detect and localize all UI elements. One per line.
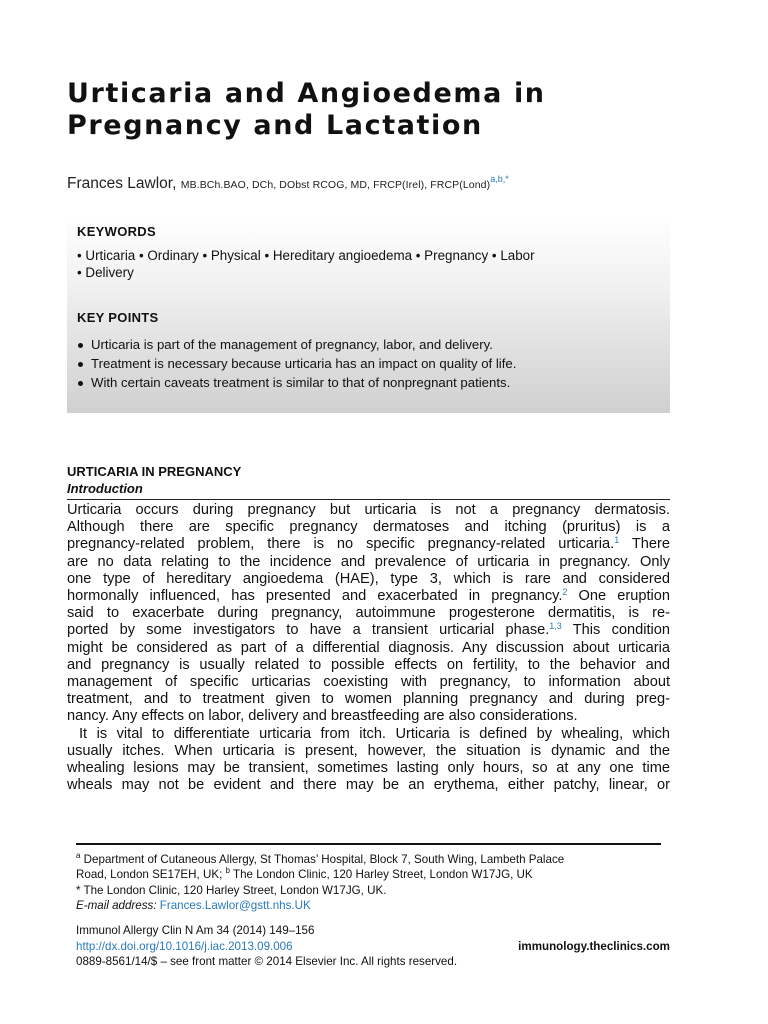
body-line: It is vital to differentiate urticaria from itch. Urticaria is defined by whealing, which <box>79 725 670 742</box>
author-line <box>67 174 509 193</box>
affiliation-b-text: The London Clinic, 120 Harley Street, London W17JG, UK <box>229 868 533 882</box>
footnotes <box>76 852 676 913</box>
body-line: said to exacerbate during pregnancy, autoimmune progesterone dermatitis, is re- <box>67 605 670 622</box>
key-point-item: Treatment is necessary because urticaria has an impact on quality of life. <box>77 354 662 373</box>
reference-link[interactable]: 2 <box>562 587 568 598</box>
doi-line <box>76 939 670 955</box>
body-line: treatment, and to treatment given to women planning pregnancy and during preg- <box>67 691 670 708</box>
affiliation-a-text-2: Road, London SE17EH, UK; <box>76 868 226 882</box>
email-label: E-mail address: <box>76 898 157 912</box>
body-line: Urticaria occurs during pregnancy but urticaria is not a pregnancy dermatosis. <box>67 502 670 518</box>
body-text-run: ported by some investigators to have a transient urticarial phase. <box>67 622 550 639</box>
keywords-line-1: • Urticaria • Ordinary • Physical • Hereditary angioedema • Pregnancy • Labor <box>77 248 535 263</box>
body-line <box>67 588 670 605</box>
subsection-heading: Introduction <box>67 481 143 496</box>
body-line <box>67 536 670 553</box>
reference-link[interactable]: 1,3 <box>549 621 562 632</box>
author-credentials: MB.BCh.BAO, DCh, DObst RCOG, MD, FRCP(Irel), FRCP(Lond) <box>180 179 491 191</box>
body-line: are no data relating to the incidence and prevalence of urticaria in pregnancy. Only <box>67 553 670 570</box>
body-line: usually itches. When urticaria is present, however, the situation is dynamic and the <box>67 742 670 759</box>
copyright-line: 0889-8561/14/$ – see front matter © 2014 Elsevier Inc. All rights reserved. <box>76 955 458 968</box>
body-line: management of specific urticarias coexisting with pregnancy, to information about <box>67 674 670 691</box>
body-text-run: One eruption <box>567 588 670 605</box>
affiliation-a-text: Department of Cutaneous Allergy, St Thomas’ Hospital, Block 7, South Wing, Lambeth Palace <box>80 853 565 866</box>
body-line: whealing lesions may be transient, sometimes lasting only hours, so at any one time <box>67 760 670 777</box>
body-line: nancy. Any effects on labor, delivery and breastfeeding are also considerations. <box>67 708 578 725</box>
email-link[interactable]: Frances.Lawlor@gstt.nhs.UK <box>159 898 311 912</box>
body-text-run: There <box>619 536 670 553</box>
keywords-line-2: • Delivery <box>77 265 134 280</box>
body-line <box>67 622 670 639</box>
corresponding-author: * The London Clinic, 120 Harley Street, London W17JG, UK. <box>76 883 387 897</box>
affiliation-a-line-1 <box>76 852 676 867</box>
doi-link[interactable]: http://dx.doi.org/10.1016/j.iac.2013.09.006 <box>76 939 293 953</box>
section-heading: URTICARIA IN PREGNANCY <box>67 464 242 479</box>
journal-citation: Immunol Allergy Clin N Am 34 (2014) 149–156 <box>76 924 315 937</box>
body-text-run: This condition <box>561 622 670 639</box>
body-line: and pregnancy is usually related to possible effects on fertility, to the behavior and <box>67 656 670 673</box>
article-title <box>67 78 707 142</box>
body-text-run: pregnancy-related problem, there is no specific pregnancy-related urticaria. <box>67 536 615 553</box>
footnote-rule <box>76 843 661 845</box>
affiliation-mark-a: a <box>76 851 81 860</box>
body-line: Although there are specific pregnancy dermatoses and itching (pruritus) is a <box>67 519 670 536</box>
title-line-1: Urticaria and Angioedema in <box>67 78 546 109</box>
keywords-keypoints-box <box>67 215 670 413</box>
body-line: one type of hereditary angioedema (HAE), type 3, which is rare and considered <box>67 570 670 587</box>
keywords-heading: KEYWORDS <box>77 224 156 239</box>
affiliation-a-line-2 <box>76 867 676 882</box>
journal-website[interactable]: immunology.theclinics.com <box>518 939 670 953</box>
section-rule <box>67 499 670 500</box>
email-line <box>76 898 676 913</box>
keywords-list <box>77 247 657 281</box>
author-affiliation-marks[interactable]: a,b,* <box>490 174 509 184</box>
key-point-item: With certain caveats treatment is similar to that of nonpregnant patients. <box>77 373 662 392</box>
key-points-list <box>77 335 662 392</box>
title-line-2: Pregnancy and Lactation <box>67 110 483 141</box>
affiliation-mark-b: b <box>225 866 230 876</box>
body-text <box>67 502 670 794</box>
author-name: Frances Lawlor, <box>67 175 177 192</box>
key-points-heading: KEY POINTS <box>77 310 159 325</box>
body-line: wheals may not be evident and there may be an erythema, either patchy, linear, or <box>67 777 670 794</box>
body-line: might be considered as part of a differential diagnosis. Any discussion about urticaria <box>67 639 670 656</box>
citation-block <box>76 923 670 970</box>
reference-link[interactable]: 1 <box>614 535 620 546</box>
key-point-item: Urticaria is part of the management of pregnancy, labor, and delivery. <box>77 335 662 354</box>
body-text-run: hormonally influenced, has presented and exacerbated in pregnancy. <box>67 588 563 605</box>
